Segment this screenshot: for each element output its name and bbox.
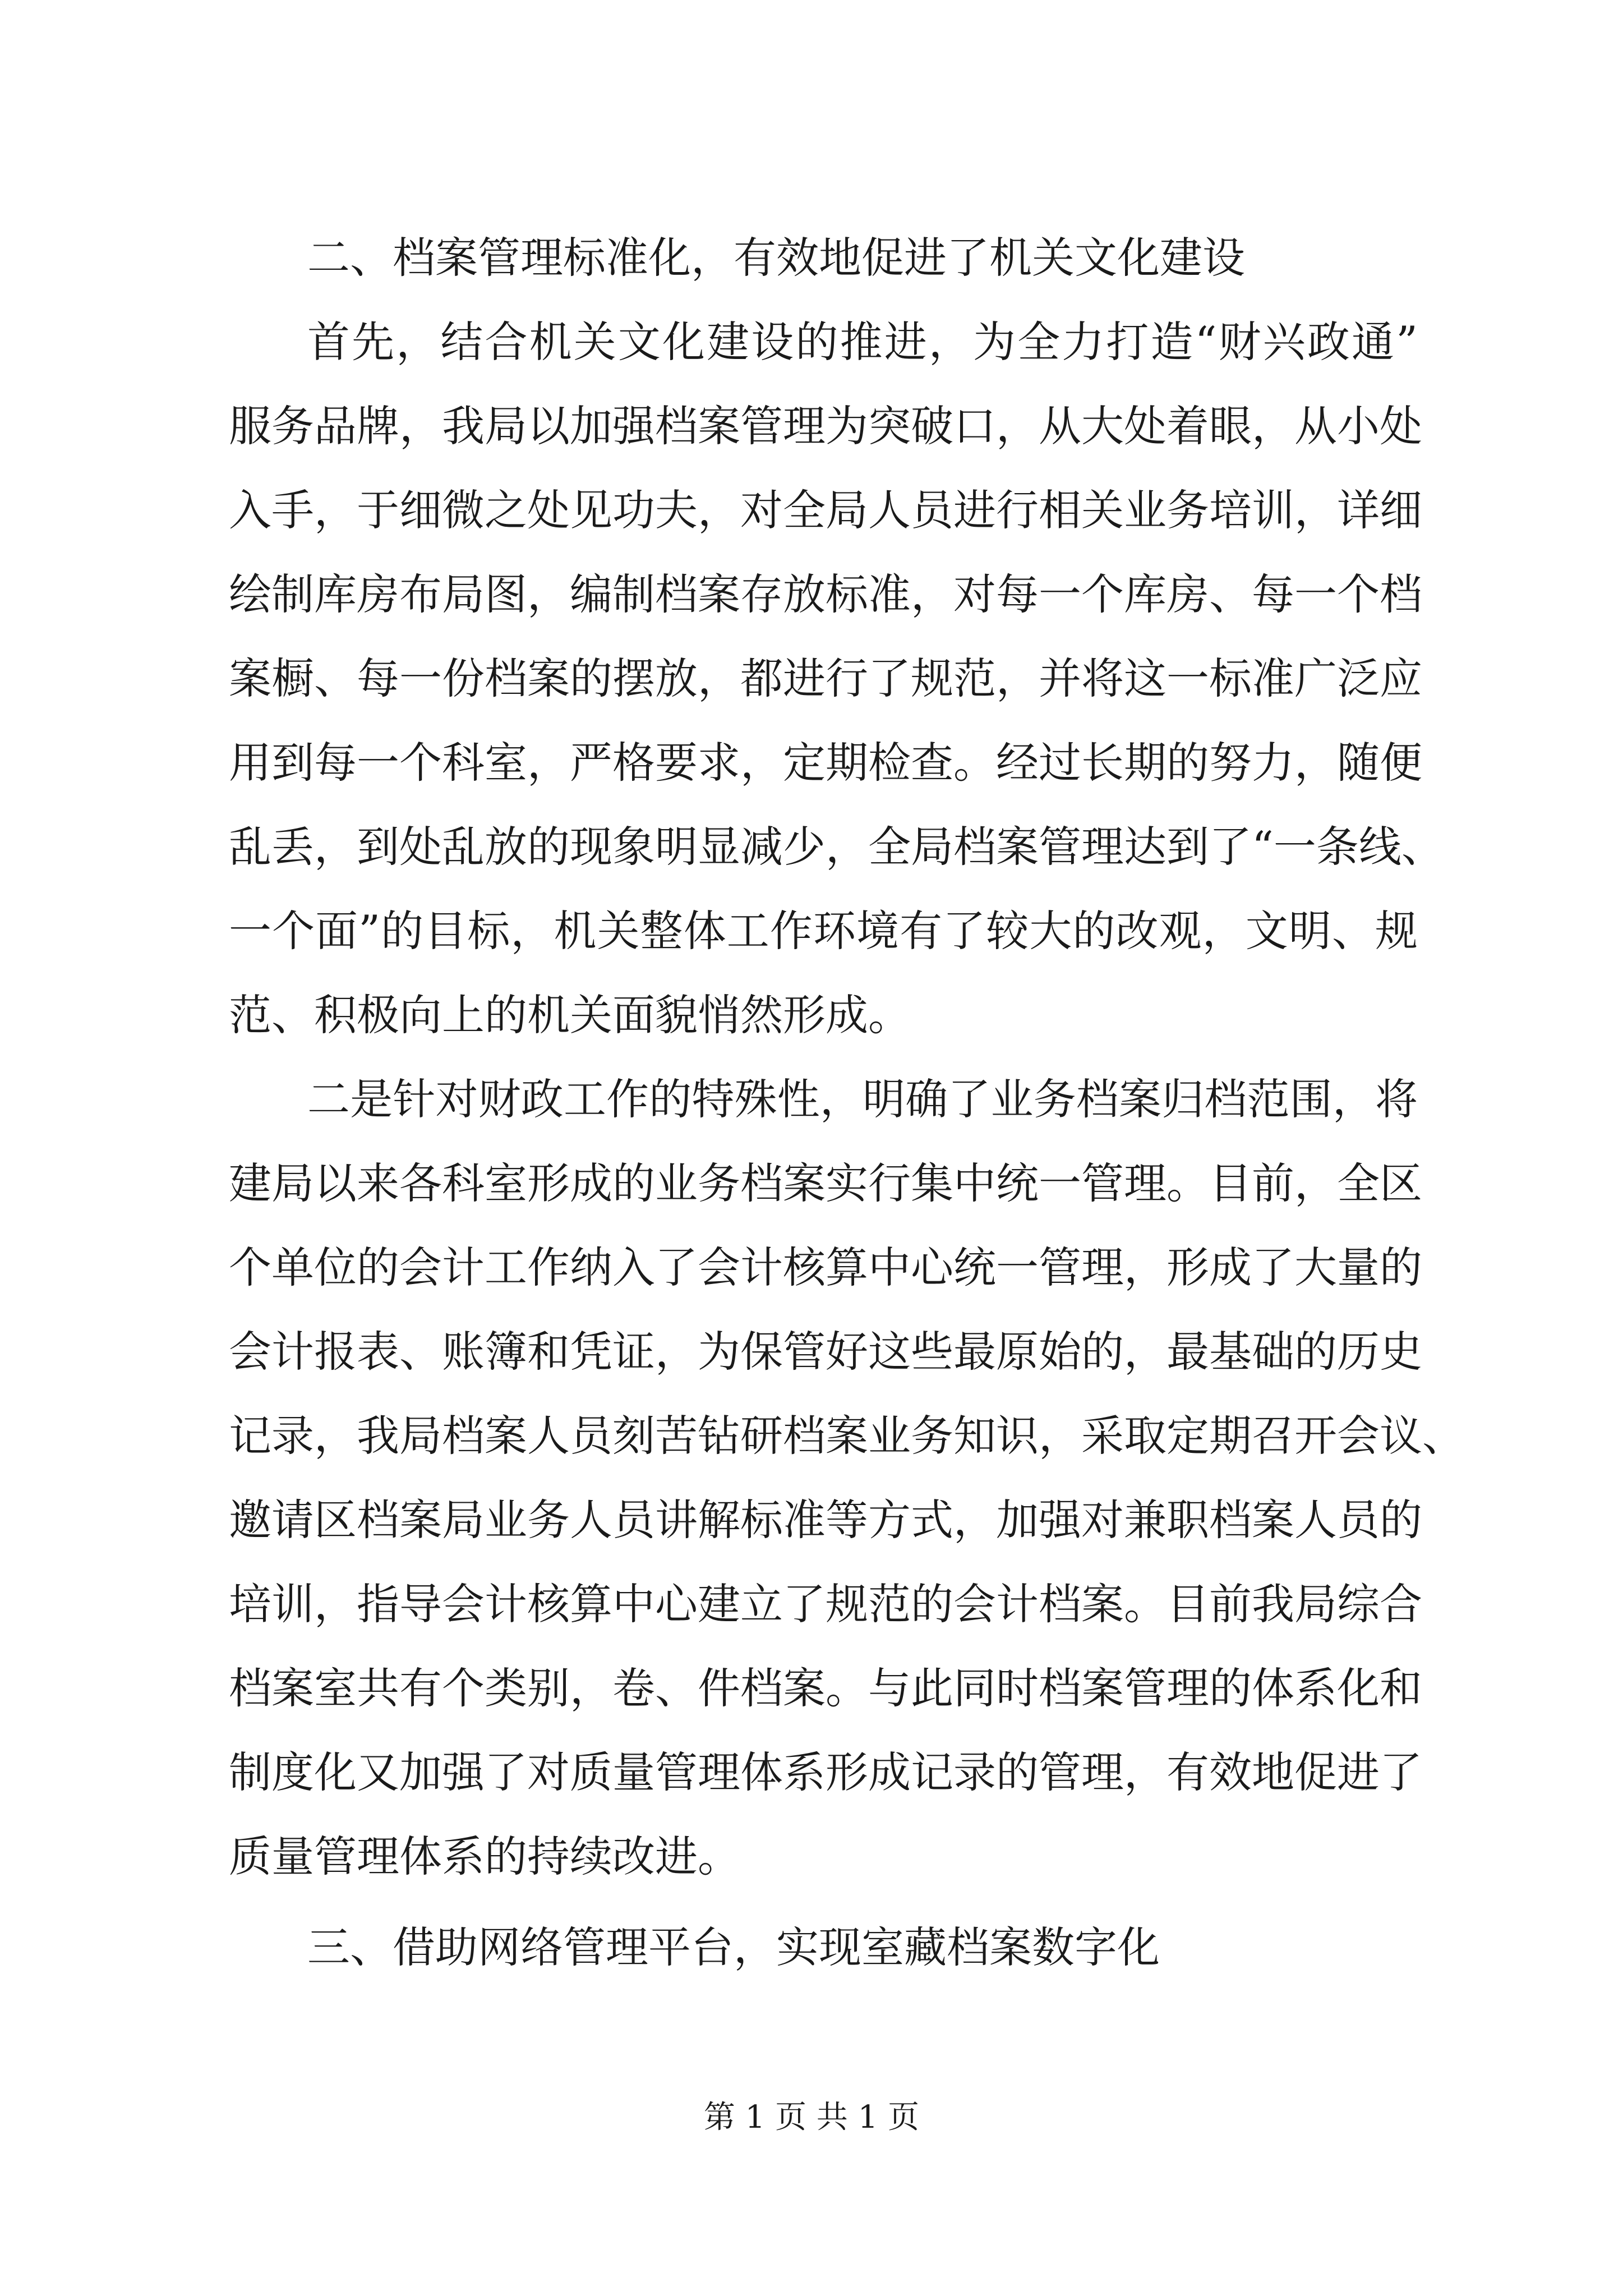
page-number-footer: 第 1 页 共 1 页 [703,2099,920,2136]
paragraph-line: 入手，于细微之处见功夫，对全局人员进行相关业务培训，详细 [229,485,1422,535]
paragraph-line: 制度化又加强了对质量管理体系形成记录的管理，有效地促进了 [229,1747,1422,1797]
document-body [229,216,1465,1990]
paragraph-line: 邀请区档案局业务人员讲解标准等方式，加强对兼职档案人员的 [229,1495,1422,1545]
section-gap [229,1899,1418,1906]
paragraph-line: 服务品牌，我局以加强档案管理为突破口，从大处着眼，从小处 [229,401,1422,451]
paragraph-line: 培训，指导会计核算中心建立了规范的会计档案。目前我局综合 [229,1579,1422,1629]
paragraph-line: 质量管理体系的持续改进。 [229,1832,740,1881]
section-heading-2: 二、档案管理标准化，有效地促进了机关文化建设 [307,233,1245,283]
paragraph-line: 乱丢，到处乱放的现象明显减少，全局档案管理达到了“一条线、 [229,822,1444,872]
paragraph-line: 个单位的会计工作纳入了会计核算中心统一管理，形成了大量的 [229,1243,1422,1292]
section-heading-3: 三、借助网络管理平台，实现室藏档案数字化 [307,1922,1160,1972]
paragraph-line: 一个面”的目标，机关整体工作环境有了较大的改观，文明、规 [229,906,1418,956]
paragraph-line: 绘制库房布局图，编制档案存放标准，对每一个库房、每一个档 [229,569,1422,619]
paragraph-line: 档案室共有个类别，卷、件档案。与此同时档案管理的体系化和 [229,1663,1422,1713]
paragraph-line: 用到每一个科室，严格要求，定期检查。经过长期的努力，随便 [229,738,1422,788]
paragraph-line: 建局以来各科室形成的业务档案实行集中统一管理。目前，全区 [229,1158,1422,1208]
paragraph-line: 案橱、每一份档案的摆放，都进行了规范，并将这一标准广泛应 [229,654,1422,703]
paragraph-line: 二是针对财政工作的特殊性，明确了业务档案归档范围，将 [307,1074,1418,1124]
paragraph-line: 范、积极向上的机关面貌悄然形成。 [229,990,911,1040]
paragraph-1 [229,300,1444,1057]
paragraph-line: 会计报表、账簿和凭证，为保管好这些最原始的，最基础的历史 [229,1327,1422,1377]
paragraph-line: 记录，我局档案人员刻苦钻研档案业务知识，采取定期召开会议、 [229,1411,1465,1461]
paragraph-line: 首先，结合机关文化建设的推进，为全力打造“财兴政通” [307,317,1418,367]
paragraph-2 [229,1057,1465,1899]
